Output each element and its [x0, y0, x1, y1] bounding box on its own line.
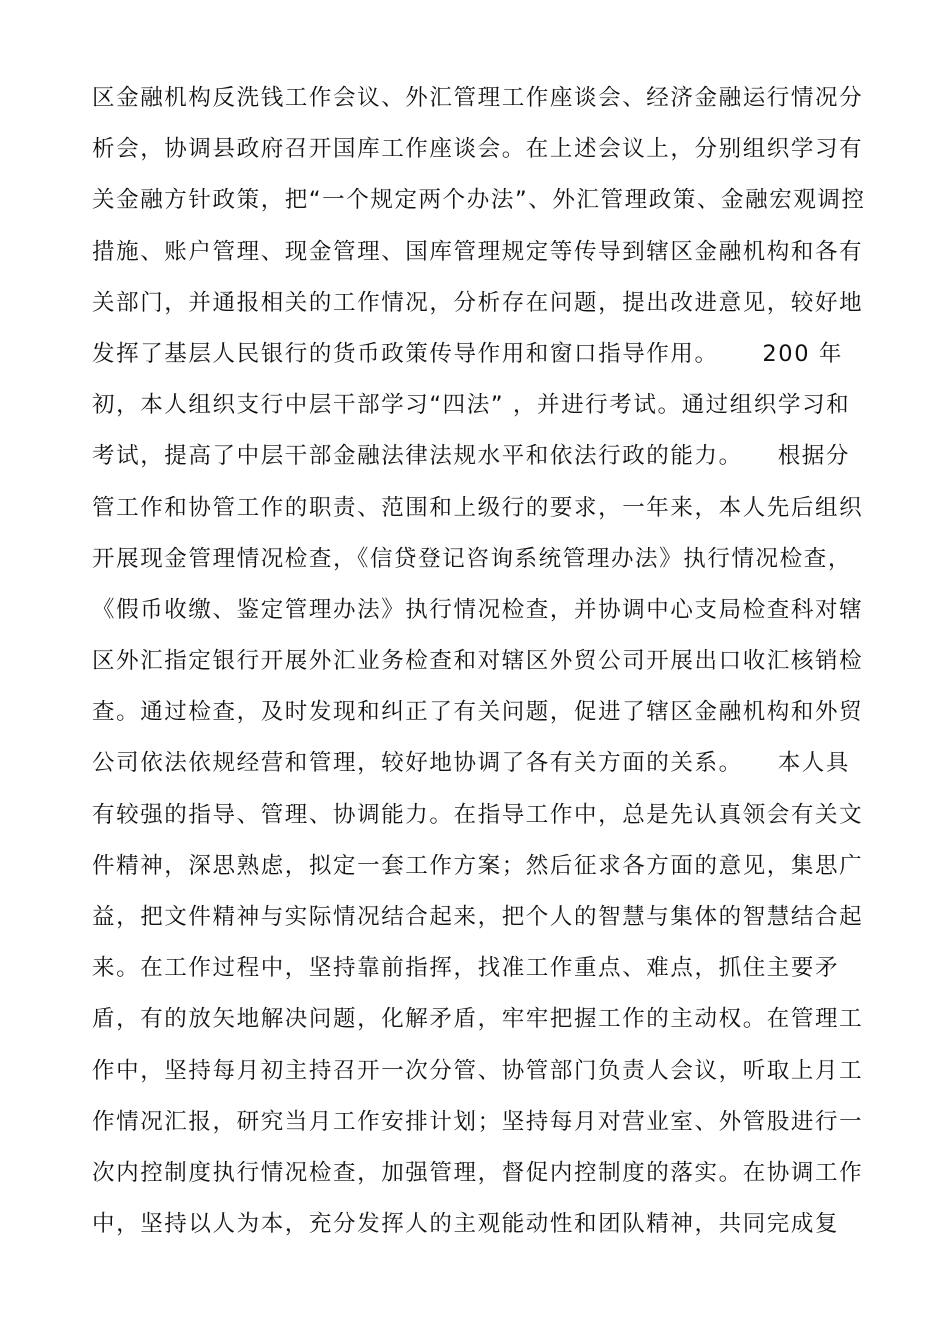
body-text — [92, 73, 872, 1250]
text-line: 件精神，深思熟虑，拟定一套工作方案；然后征求各方面的意见，集思广 — [92, 852, 864, 879]
text-line: 查。通过检查，及时发现和纠正了有关问题，促进了辖区金融机构和外贸 — [92, 699, 864, 726]
text-line: 盾，有的放矢地解决问题，化解矛盾，牢牢把握工作的主动权。在管理工 — [92, 1006, 864, 1033]
text-line: 初，本人组织支行中层干部学习“四法” ，并进行考试。通过组织学习和 — [92, 392, 851, 419]
text-line: 区金融机构反洗钱工作会议、外汇管理工作座谈会、经济金融运行情况分 — [92, 85, 864, 111]
text-line: 关部门，并通报相关的工作情况，分析存在问题，提出改进意见，较好地 — [92, 289, 864, 316]
text-line: 区外汇指定银行开展外汇业务检查和对辖区外贸公司开展出口收汇核销检 — [92, 648, 864, 675]
text-line: 有较强的指导、管理、协调能力。在指导工作中，总是先认真领会有关文 — [92, 801, 864, 828]
text-line: 考试，提高了中层干部金融法律法规水平和依法行政的能力。 根据分 — [92, 443, 851, 470]
text-line: 作情况汇报，研究当月工作安排计划；坚持每月对营业室、外管股进行一 — [92, 1108, 864, 1135]
text-line: 中，坚持以人为本，充分发挥人的主观能动性和团队精神，共同完成复 — [92, 1211, 840, 1238]
text-line: 益，把文件精神与实际情况结合起来，把个人的智慧与集体的智慧结合起 — [92, 904, 864, 930]
text-line: 次内控制度执行情况检查，加强管理，督促内控制度的落实。在协调工作 — [92, 1159, 864, 1186]
text-line: 作中，坚持每月初主持召开一次分管、协管部门负责人会议，听取上月工 — [92, 1057, 864, 1084]
text-line: 来。在工作过程中，坚持靠前指挥，找准工作重点、难点，抓住主要矛 — [92, 955, 840, 982]
text-line: 发挥了基层人民银行的货币政策传导作用和窗口指导作用。 200 年 — [92, 340, 843, 367]
text-line: 管工作和协管工作的职责、范围和上级行的要求，一年来，本人先后组织 — [92, 494, 864, 521]
text-line: 开展现金管理情况检查，《信贷登记咨询系统管理办法》执行情况检查， — [92, 545, 852, 572]
text-line: 析会，协调县政府召开国库工作座谈会。在上述会议上，分别组织学习有 — [92, 136, 864, 163]
text-line: 关金融方针政策，把“一个规定两个办法”、外汇管理政策、金融宏观调控 — [92, 187, 866, 214]
text-line: 公司依法依规经营和管理，较好地协调了各有关方面的关系。 本人具 — [92, 750, 851, 777]
text-line: 《假币收缴、鉴定管理办法》执行情况检查，并协调中心支局检查科对辖 — [92, 596, 864, 623]
text-line: 措施、账户管理、现金管理、国库管理规定等传导到辖区金融机构和各有 — [92, 238, 864, 265]
